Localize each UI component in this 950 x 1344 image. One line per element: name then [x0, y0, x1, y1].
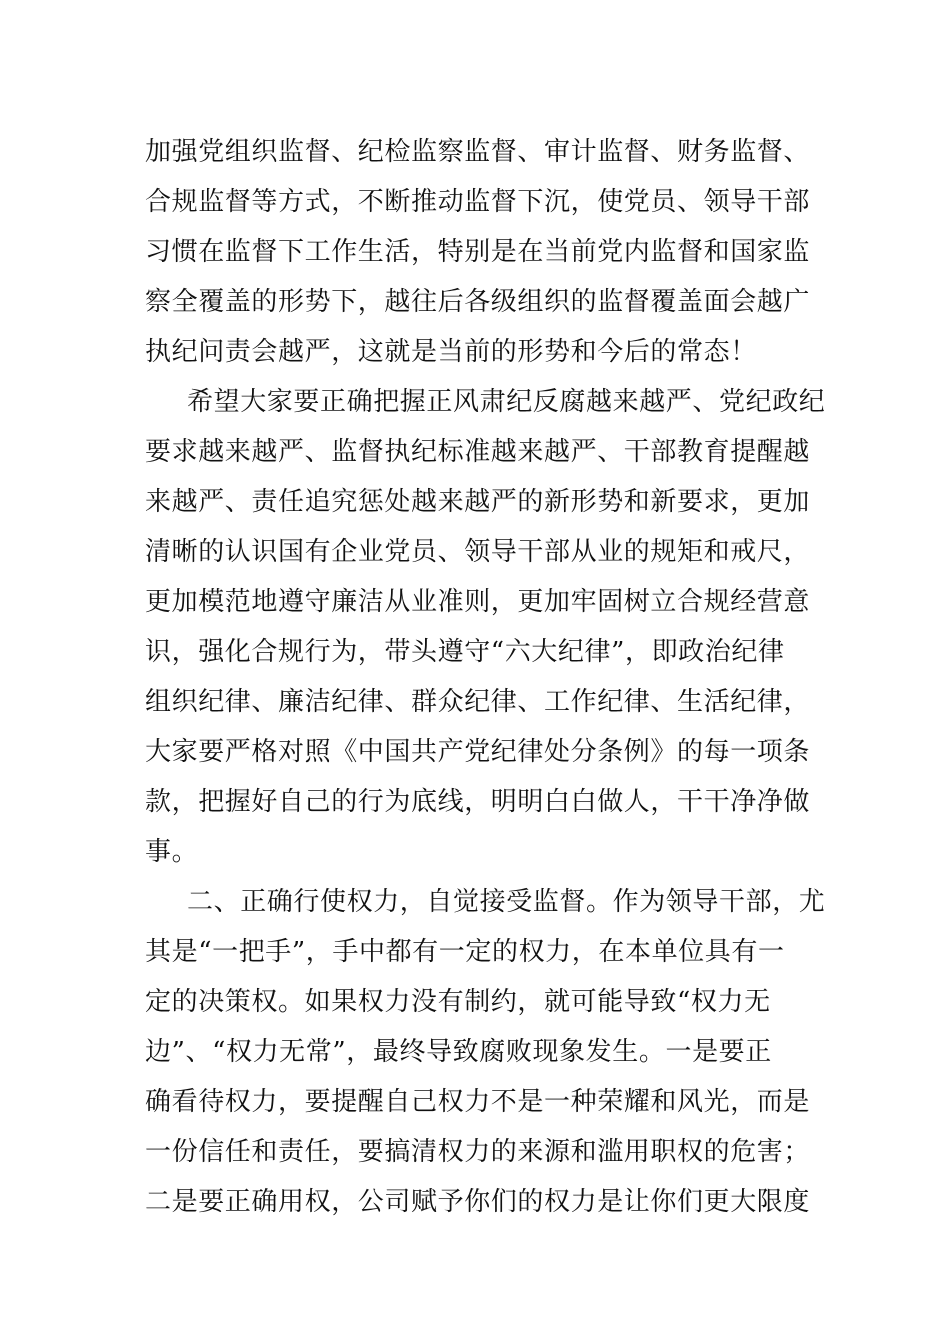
paragraph-first-line: 二、正确行使权力，自觉接受监督。作为领导干部，尤 [187, 887, 826, 917]
text-line: 来越严、责任追究惩处越来越严的新形势和新要求，更加 [145, 487, 811, 517]
text-line: 习惯在监督下工作生活，特别是在当前党内监督和国家监 [145, 237, 811, 267]
text-line: 二是要正确用权，公司赋予你们的权力是让你们更大限度 [145, 1187, 811, 1217]
text-line: 察全覆盖的形势下，越往后各级组织的监督覆盖面会越广 [145, 287, 811, 317]
text-line: 识，强化合规行为，带头遵守“六大纪律”，即政治纪律 [145, 637, 785, 667]
text-line: 大家要严格对照《中国共产党纪律处分条例》的每一项条 [145, 737, 811, 767]
text-line: 加强党组织监督、纪检监察监督、审计监督、财务监督、 [145, 137, 811, 167]
text-line: 更加模范地遵守廉洁从业准则，更加牢固树立合规经营意 [145, 587, 811, 617]
text-line: 定的决策权。如果权力没有制约，就可能导致“权力无 [145, 987, 771, 1017]
text-line: 合规监督等方式，不断推动监督下沉，使党员、领导干部 [145, 187, 811, 217]
paragraph-first-line: 希望大家要正确把握正风肃纪反腐越来越严、党纪政纪 [187, 387, 826, 417]
text-line: 其是“一把手”，手中都有一定的权力，在本单位具有一 [145, 937, 785, 967]
text-line: 一份信任和责任，要搞清权力的来源和滥用职权的危害； [145, 1137, 811, 1167]
text-line: 事。 [145, 837, 199, 867]
text-line: 要求越来越严、监督执纪标准越来越严、干部教育提醒越 [145, 437, 811, 467]
text-line: 组织纪律、廉洁纪律、群众纪律、工作纪律、生活纪律， [145, 687, 811, 717]
text-line: 执纪问责会越严，这就是当前的形势和今后的常态！ [145, 337, 757, 367]
text-line: 款，把握好自己的行为底线，明明白白做人，干干净净做 [145, 787, 811, 817]
text-line: 边”、“权力无常”，最终导致腐败现象发生。一是要正 [145, 1037, 772, 1067]
text-line: 清晰的认识国有企业党员、领导干部从业的规矩和戒尺， [145, 537, 811, 567]
text-line: 确看待权力，要提醒自己权力不是一种荣耀和风光，而是 [145, 1087, 811, 1117]
